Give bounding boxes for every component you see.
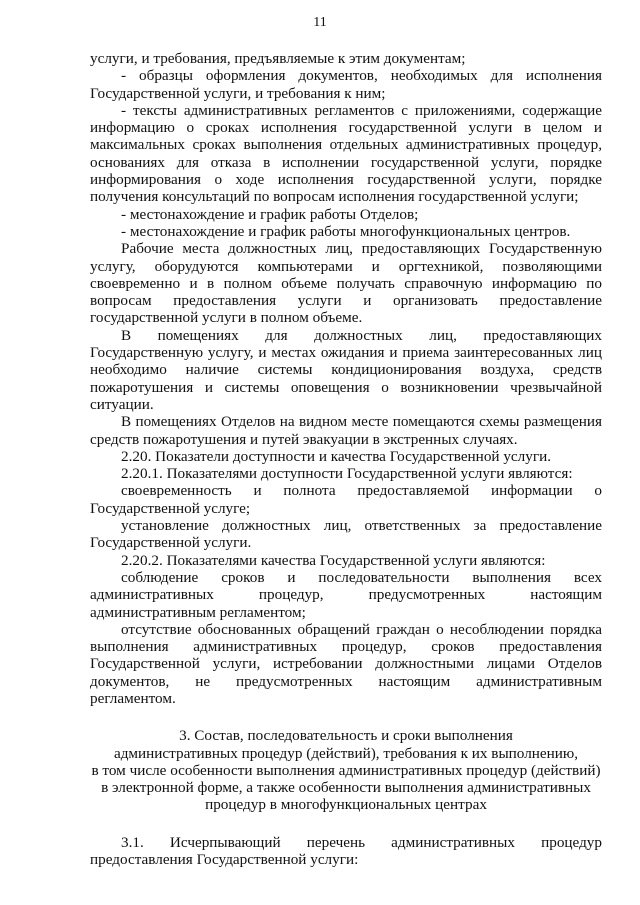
paragraph: 2.20. Показатели доступности и качества Государственной услуги. [121,447,551,465]
paragraph: - тексты административных регламентов с приложениями, содержащие информацию о сроках исполнения государственной услуги в целом и максимальных сроках выполнения отдельных административных процедур, основаниях для отказа в исполнении государственной услуги, порядке информирования о ходе исполнения государственной услуги, порядке получения консультаций по вопросам исполнения государственной услуги; [90,101,602,206]
paragraph: - местонахождение и график работы Отделов; [121,205,419,223]
paragraph: В помещениях для должностных лиц, предоставляющих Государственную услугу, и местах ожидания и приема заинтересованных лиц необходимо наличие системы кондиционирования воздуха, средств пожаротушения и системы оповещения о возникновении чрезвычайной ситуации. [90,326,602,413]
heading-line: в том числе особенности выполнения административных процедур (действий) [91,761,601,779]
paragraph: соблюдение сроков и последовательности выполнения всех административных процедур, предусмотренных настоящим административным регламентом; [90,568,602,621]
section-heading [90,727,602,813]
paragraph: услуги, и требования, предъявляемые к этим документам; [90,50,466,67]
heading-line: административных процедур (действий), требования к их выполнению, [113,744,579,762]
paragraph: отсутствие обоснованных обращений граждан о несоблюдении порядка выполнения административных процедур, сроков предоставления Государственной услуги, истребовании должностными лицами Отделов документов, не предусмотренных настоящим административным регламентом. [90,620,602,707]
document-body [90,50,602,868]
paragraph: 2.20.2. Показателями качества Государственной услуги являются: [121,551,546,569]
heading-line: в электронной форме, а также особенности выполнения административных [101,779,591,797]
paragraph: - местонахождение и график работы многофункциональных центров. [121,222,571,240]
paragraph: В помещениях Отделов на видном месте помещаются схемы размещения средств пожаротушения и путей эвакуации в экстренных случаях. [90,413,602,448]
heading-line: процедур в многофункциональных центрах [205,796,487,814]
paragraph: 3.1. Исчерпывающий перечень административных процедур предоставления Государственной услуги: [90,833,602,869]
heading-line: 3. Состав, последовательность и сроки выполнения [179,727,513,745]
paragraph: - образцы оформления документов, необходимых для исполнения Государственной услуги, и требования к ним; [90,67,602,102]
paragraph: своевременность и полнота предоставляемой информации о Государственной услуге; [90,482,602,517]
paragraph: 2.20.1. Показателями доступности Государственной услуги являются: [121,465,573,483]
paragraph: Рабочие места должностных лиц, предоставляющих Государственную услугу, оборудуются компьютерами и оргтехникой, позволяющими своевременно и в полном объеме получать справочную информацию по вопросам предоставления услуги и организовать предоставление государственной услуги в полном объеме. [90,240,602,327]
paragraph: установление должностных лиц, ответственных за предоставление Государственной услуги. [90,517,602,552]
page-number: 11 [313,15,327,30]
